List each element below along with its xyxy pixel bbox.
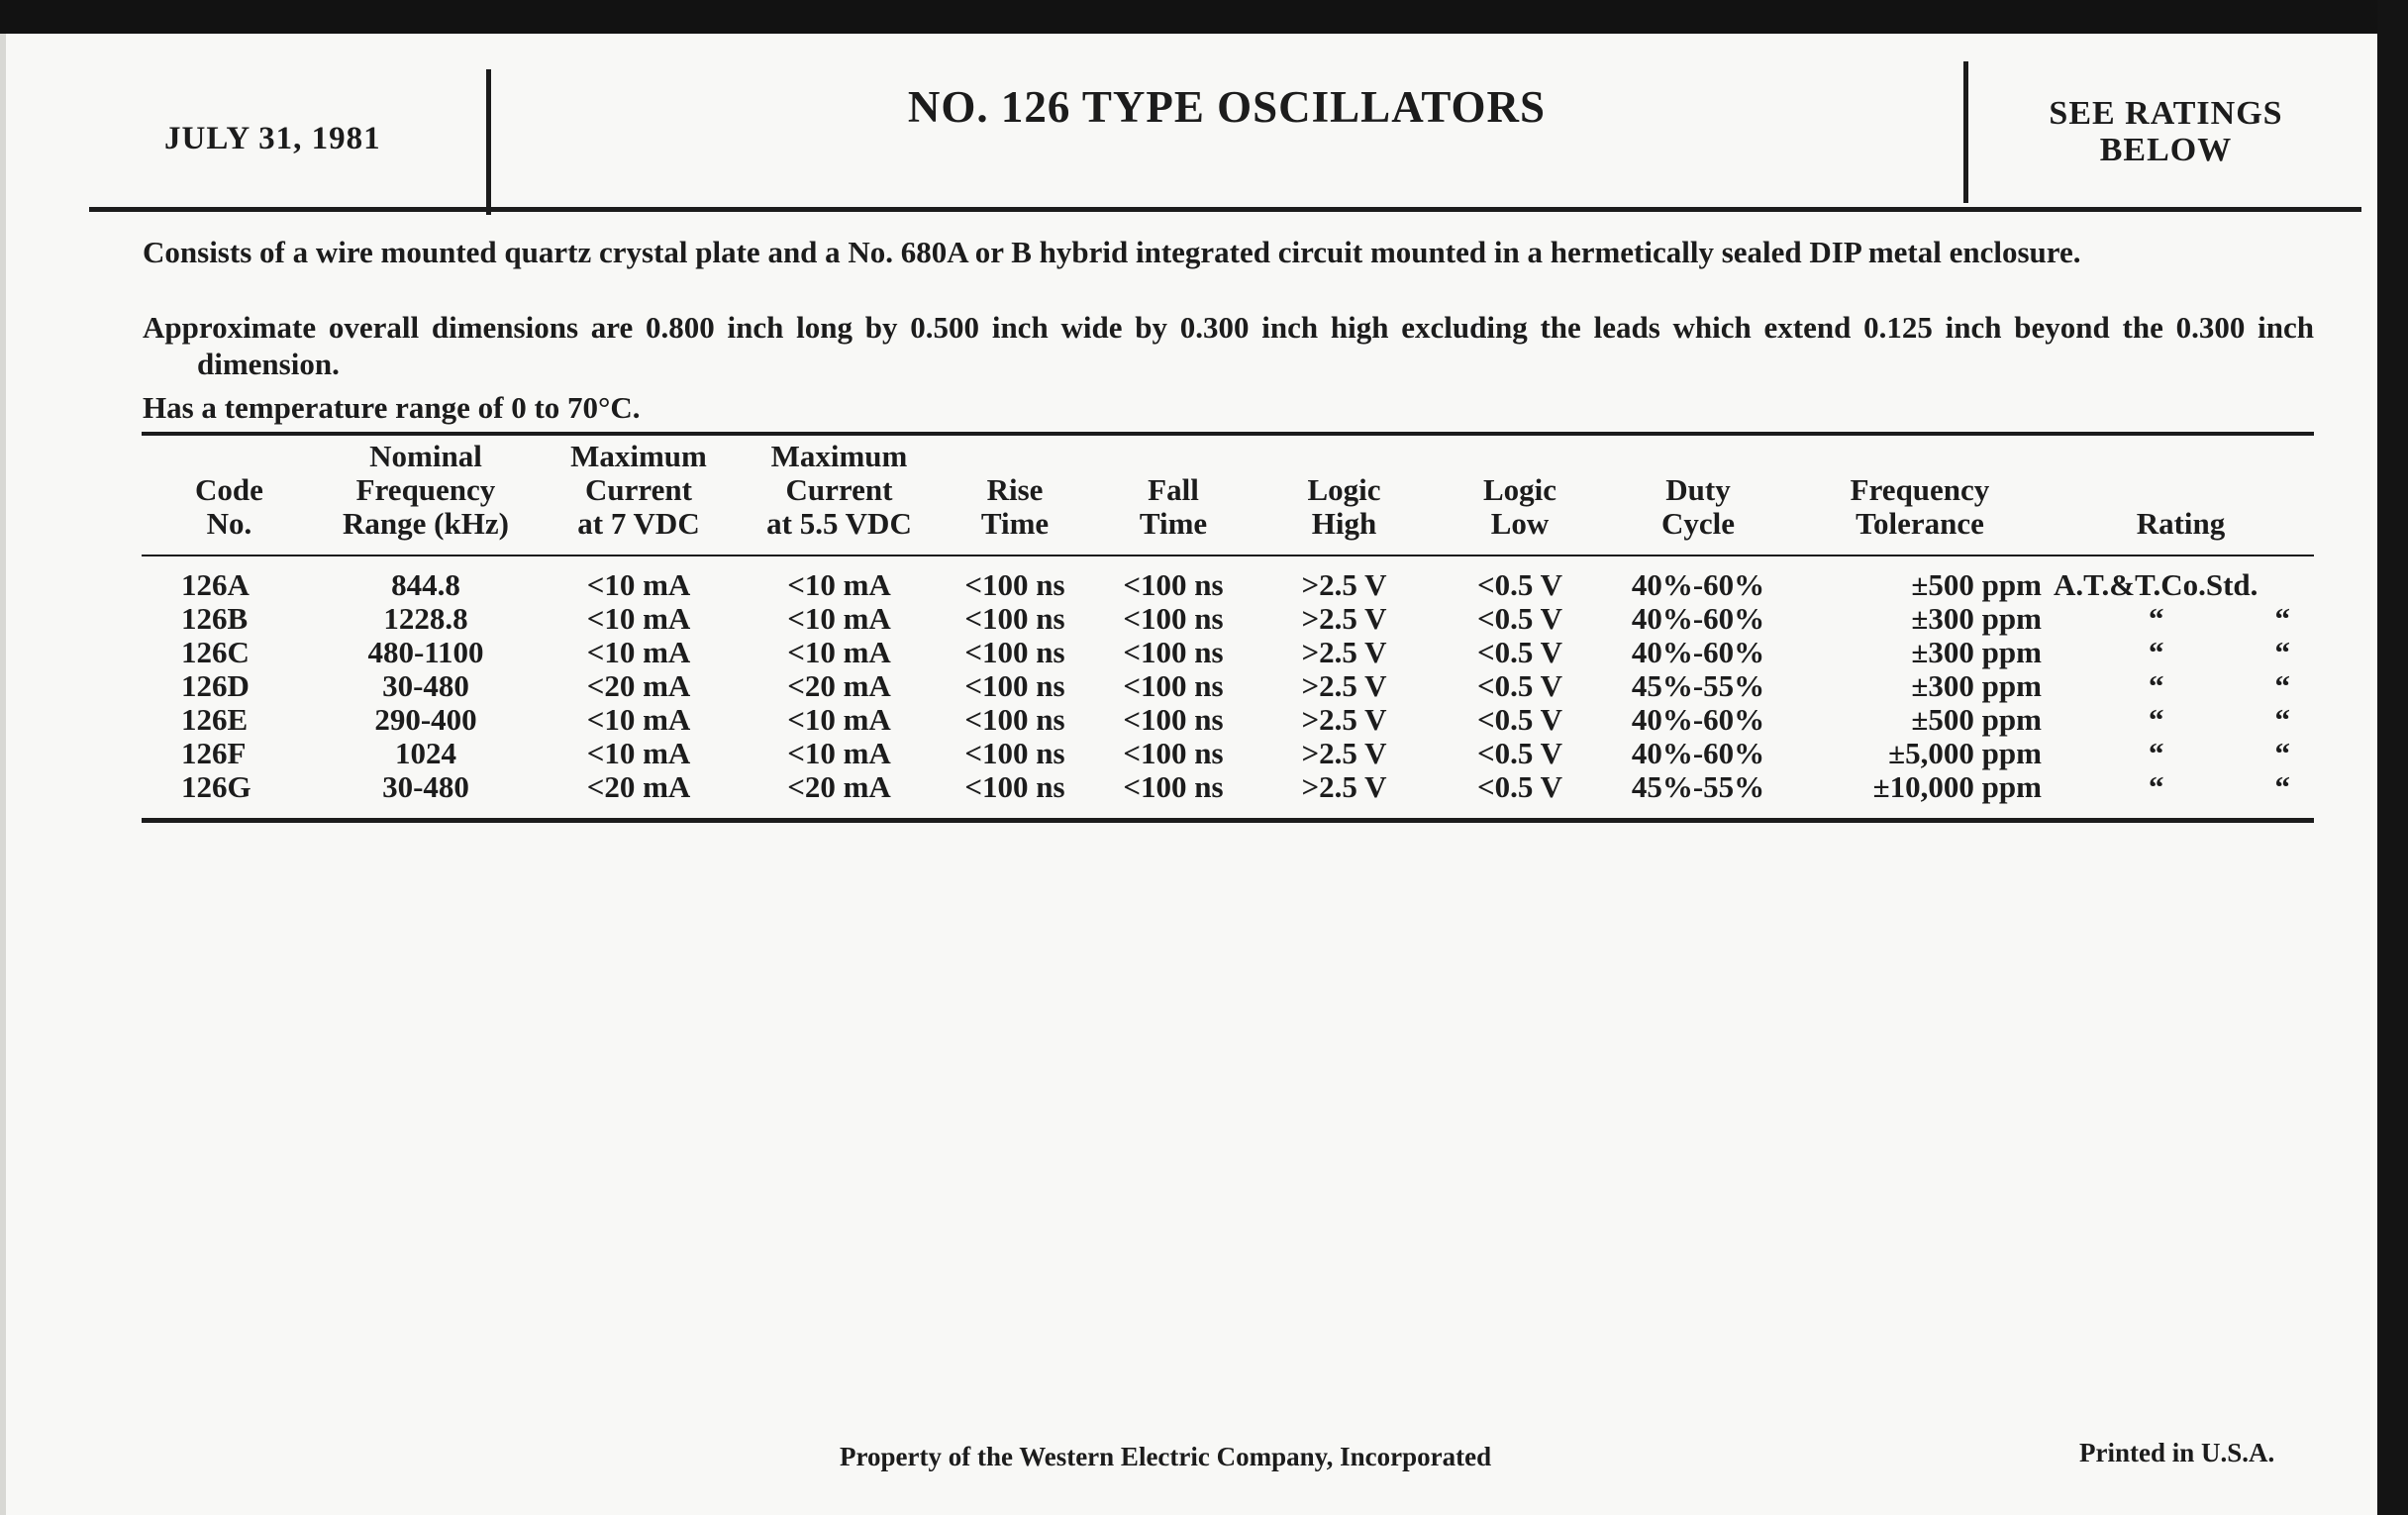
scan-top-border — [0, 0, 2408, 34]
table-cell: <10 mA — [787, 601, 891, 636]
description-temperature: Has a temperature range of 0 to 70°C. — [143, 390, 641, 425]
rating-cell — [2048, 737, 2314, 770]
column-header-line: Rise — [986, 472, 1044, 507]
code-cell: 126A — [181, 567, 250, 602]
column-header-line: Maximum — [770, 439, 908, 473]
table-cell: 40%-60% — [1631, 702, 1765, 737]
code-cell: 126F — [181, 736, 247, 770]
table-cell: <100 ns — [1123, 702, 1224, 737]
ditto-mark: “ — [2149, 601, 2164, 636]
column-header-line: High — [1311, 506, 1377, 541]
rating-cell — [2048, 669, 2314, 703]
column-header — [743, 440, 936, 545]
code-cell: 126D — [181, 668, 250, 703]
property-notice: Property of the Western Electric Company, Incorporated — [840, 1442, 1492, 1471]
code-cell: 126E — [181, 702, 249, 737]
oscillator-specs-table — [142, 440, 2314, 804]
rating-cell — [2048, 602, 2314, 636]
table-row — [142, 770, 2314, 804]
column-header — [1094, 440, 1253, 545]
table-cell: <100 ns — [964, 769, 1065, 804]
table-cell: <20 mA — [586, 769, 691, 804]
table-cell: <100 ns — [1123, 736, 1224, 770]
table-cell: <100 ns — [1123, 769, 1224, 804]
table-top-rule — [142, 432, 2314, 436]
column-header-line: Frequency — [355, 472, 496, 507]
table-cell: 290-400 — [374, 702, 477, 737]
column-header-line: Rating — [2136, 506, 2226, 541]
rating-cell: A.T.&T.Co.Std. — [2054, 567, 2258, 602]
table-cell: ±5,000 ppm — [1888, 736, 2042, 770]
header-divider-right — [1963, 61, 1968, 203]
scan-right-border — [2377, 0, 2408, 1515]
table-cell: <0.5 V — [1477, 702, 1562, 737]
ditto-mark: “ — [2274, 702, 2290, 737]
table-cell: 45%-55% — [1631, 769, 1765, 804]
column-header — [1604, 440, 1792, 545]
table-row — [142, 669, 2314, 703]
column-header — [1792, 440, 2048, 545]
column-header-line: Duty — [1665, 472, 1731, 507]
table-cell: 40%-60% — [1631, 635, 1765, 669]
column-header-line: Frequency — [1850, 472, 1990, 507]
table-row — [142, 602, 2314, 636]
description-construction: Consists of a wire mounted quartz crystal plate and a No. 680A or B hybrid integrated circuit mounted in a hermetically sealed DIP metal enclosure. — [143, 235, 2081, 269]
table-cell: ±300 ppm — [1911, 601, 2042, 636]
ratings-note — [1970, 95, 2361, 168]
column-header-line: at 7 VDC — [577, 506, 700, 541]
table-cell: ±500 ppm — [1911, 702, 2042, 737]
table-cell: <10 mA — [586, 702, 691, 737]
ditto-mark: “ — [2149, 736, 2164, 770]
table-cell: <10 mA — [586, 567, 691, 602]
table-cell: 1024 — [395, 736, 456, 770]
table-cell: ±300 ppm — [1911, 668, 2042, 703]
table-cell: <10 mA — [787, 635, 891, 669]
column-header-line: No. — [206, 506, 252, 541]
table-cell: <10 mA — [586, 736, 691, 770]
ditto-mark: “ — [2274, 635, 2290, 669]
printed-notice: Printed in U.S.A. — [2079, 1438, 2275, 1467]
ditto-mark: “ — [2149, 769, 2164, 804]
table-cell: <10 mA — [787, 702, 891, 737]
column-header — [317, 440, 535, 545]
column-header-line: Current — [585, 472, 692, 507]
column-header-line: Nominal — [369, 439, 482, 473]
table-row — [142, 737, 2314, 770]
column-header-line: Logic — [1307, 472, 1381, 507]
column-header-line: Maximum — [570, 439, 707, 473]
table-cell: <100 ns — [1123, 567, 1224, 602]
table-cell: <10 mA — [586, 601, 691, 636]
table-cell: >2.5 V — [1301, 769, 1387, 804]
column-header-line: Cycle — [1660, 506, 1736, 541]
table-cell: ±10,000 ppm — [1872, 769, 2042, 804]
table-cell: 45%-55% — [1631, 668, 1765, 703]
table-cell: <0.5 V — [1477, 601, 1562, 636]
table-cell: <20 mA — [586, 668, 691, 703]
ditto-mark: “ — [2149, 635, 2164, 669]
table-cell: <100 ns — [964, 567, 1065, 602]
table-cell: ±300 ppm — [1911, 635, 2042, 669]
table-cell: <20 mA — [787, 769, 891, 804]
column-header-line: Current — [785, 472, 893, 507]
column-header — [535, 440, 743, 545]
rating-cell — [2048, 636, 2314, 669]
table-cell: <100 ns — [964, 668, 1065, 703]
column-header-line: Code — [195, 472, 263, 507]
table-bottom-rule — [142, 818, 2314, 823]
table-cell: <100 ns — [964, 702, 1065, 737]
column-header — [1253, 440, 1436, 545]
table-row — [142, 545, 2314, 602]
table-cell: <0.5 V — [1477, 769, 1562, 804]
ratings-note-line1: SEE RATINGS — [2049, 95, 2283, 132]
table-cell: >2.5 V — [1301, 567, 1387, 602]
table-cell: <100 ns — [964, 736, 1065, 770]
column-header — [936, 440, 1094, 545]
table-cell: 40%-60% — [1631, 567, 1765, 602]
table-cell: <100 ns — [964, 601, 1065, 636]
table-cell: <0.5 V — [1477, 635, 1562, 669]
table-cell: 844.8 — [391, 567, 460, 602]
ditto-mark: “ — [2149, 668, 2164, 703]
column-header-line: Logic — [1482, 472, 1557, 507]
column-header-line: Time — [1139, 506, 1208, 541]
table-header-row — [142, 440, 2314, 545]
page-title: NO. 126 TYPE OSCILLATORS — [907, 82, 1547, 132]
table-cell: <0.5 V — [1477, 736, 1562, 770]
table-cell: >2.5 V — [1301, 668, 1387, 703]
code-cell: 126B — [181, 601, 249, 636]
column-header — [2048, 440, 2314, 545]
ditto-mark: “ — [2149, 702, 2164, 737]
ditto-mark: “ — [2274, 736, 2290, 770]
table-cell: <10 mA — [787, 736, 891, 770]
table-cell: >2.5 V — [1301, 635, 1387, 669]
table-row — [142, 636, 2314, 669]
code-cell: 126G — [181, 769, 251, 804]
ratings-note-line2: BELOW — [2099, 132, 2233, 168]
table-cell: <0.5 V — [1477, 668, 1562, 703]
column-header-line: Range (kHz) — [343, 506, 509, 541]
table-cell: 40%-60% — [1631, 736, 1765, 770]
column-header-line: Time — [980, 506, 1050, 541]
description-dimensions: Approximate overall dimensions are 0.800 inch long by 0.500 inch wide by 0.300 inch high excluding the leads which extend 0.125 inch beyond the 0.300 inch dimension. — [143, 310, 2314, 381]
table-cell: >2.5 V — [1301, 601, 1387, 636]
table-cell: <10 mA — [787, 567, 891, 602]
table-cell: <10 mA — [586, 635, 691, 669]
ditto-mark: “ — [2274, 601, 2290, 636]
column-header — [142, 440, 317, 545]
column-header-line: Low — [1490, 506, 1550, 541]
column-header-line: Fall — [1148, 472, 1199, 507]
column-header-line: at 5.5 VDC — [766, 506, 912, 541]
table-cell: <20 mA — [787, 668, 891, 703]
rating-cell — [2048, 703, 2314, 737]
table-cell: <0.5 V — [1477, 567, 1562, 602]
ditto-mark: “ — [2274, 769, 2290, 804]
table-cell: 1228.8 — [383, 601, 468, 636]
header-rule — [89, 207, 2361, 212]
issue-date: JULY 31, 1981 — [164, 121, 381, 156]
code-cell: 126C — [181, 635, 250, 669]
table-cell: <100 ns — [1123, 601, 1224, 636]
table-cell: <100 ns — [964, 635, 1065, 669]
table-cell: >2.5 V — [1301, 736, 1387, 770]
table-row — [142, 703, 2314, 737]
table-cell: 30-480 — [382, 769, 469, 804]
table-cell: 30-480 — [382, 668, 469, 703]
ditto-mark: “ — [2274, 668, 2290, 703]
table-cell: <100 ns — [1123, 635, 1224, 669]
column-header-line: Tolerance — [1856, 506, 1984, 541]
table-cell: 480-1100 — [367, 635, 484, 669]
scan-left-edge — [0, 34, 6, 1515]
column-header — [1436, 440, 1604, 545]
table-cell: <100 ns — [1123, 668, 1224, 703]
table-cell: ±500 ppm — [1911, 567, 2042, 602]
table-cell: 40%-60% — [1631, 601, 1765, 636]
rating-cell — [2048, 770, 2314, 804]
table-cell: >2.5 V — [1301, 702, 1387, 737]
